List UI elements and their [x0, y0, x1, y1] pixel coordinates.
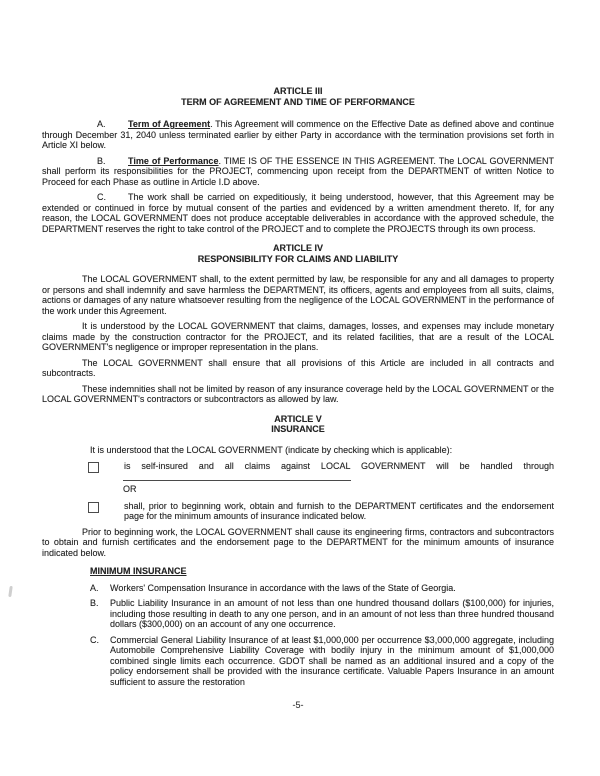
article-5-heading — [42, 414, 554, 435]
insurance-item-c-text: Commercial General Liability Insurance of at least $1,000,000 per occurrence $3,000,000 aggregate, including Automobile Comprehensive Liability Coverage with bodily injury in the minimum amount of $1,000,000 combined single limits each occurrence. GDOT shall be named as an additional insured and a copy of the policy endorsement shall be provided with the insurance certificate. Valuable Papers Insurance in an amount sufficient to assure the restoration — [110, 634, 554, 687]
para-responsibility-4: These indemnities shall not be limited by reason of any insurance coverage held by the LOCAL GOVERNMENT or the LOCAL GOVERNMENT's contractors or subcontractors as allowed by law. — [42, 383, 554, 404]
insurance-item-a-letter: A. — [90, 582, 99, 593]
para-term-of-agreement — [42, 119, 554, 151]
para-time-text: . TIME IS OF THE ESSENCE IN THIS AGREEMENT. The LOCAL GOVERNMENT shall perform its responsibilities for the PROJECT, commencing upon receipt from the DEPARTMENT of written Notice to Proceed for each Phase as outline in Article I.D above. — [42, 155, 554, 187]
para-work-expeditious — [42, 192, 554, 234]
insurance-item-b-letter: B. — [90, 598, 99, 608]
para-responsibility-2: It is understood by the LOCAL GOVERNMENT that claims, damages, losses, and expenses may include monetary claims made by the construction contractor for the PROJECT, and its related facilities, that are a result of the LOCAL GOVERNMENT's negligence or improper representation in the plans. — [42, 321, 554, 352]
para-letter-a: A. — [97, 119, 106, 129]
article-4-title: RESPONSIBILITY FOR CLAIMS AND LIABILITY — [197, 253, 399, 264]
insurance-intro: It is understood that the LOCAL GOVERNMENT (indicate by checking which is applicable): — [90, 444, 453, 455]
article-4-number: ARTICLE IV — [272, 243, 323, 253]
para-letter-c: C. — [97, 192, 106, 202]
article-5-number: ARTICLE V — [274, 413, 322, 424]
insurance-item-a-text: Workers' Compensation Insurance in accordance with the laws of the State of Georgia. — [110, 582, 456, 593]
minimum-insurance-heading: MINIMUM INSURANCE — [90, 566, 187, 576]
para-term-text: . This Agreement will commence on the Effective Date as defined above and continue through December 31, 2040 unless terminated earlier by either Party in accordance with the termination provisions set forth in Article XI below. — [42, 119, 554, 150]
term-of-agreement-label: Term of Agreement — [128, 119, 211, 129]
article-3-heading — [42, 86, 554, 107]
para-responsibility-3: The LOCAL GOVERNMENT shall ensure that all provisions of this Article are included in all contracts and subcontracts. — [42, 357, 554, 378]
furnish-certificates-checkbox[interactable] — [88, 502, 99, 513]
or-label: OR — [123, 484, 137, 494]
self-insured-checkbox[interactable] — [88, 462, 99, 473]
self-insured-option-row — [88, 461, 554, 473]
insurance-item-c-letter: C. — [90, 634, 99, 645]
para-letter-b: B. — [97, 155, 106, 166]
para-prior-to-work: Prior to beginning work, the LOCAL GOVERNMENT shall cause its engineering firms, contractors and subcontractors to obtain and furnish certificates and the endorsement page to the DEPARTMENT for the minimum amounts of insurance indicated below. — [42, 526, 554, 558]
self-insured-option-text: is self-insured and all claims against LOCAL GOVERNMENT will be handled through — [124, 461, 554, 471]
furnish-certificates-option-row — [88, 501, 554, 522]
article-3-title: TERM OF AGREEMENT AND TIME OF PERFORMANCE — [181, 96, 415, 107]
time-of-performance-label: Time of Performance — [128, 155, 219, 166]
insurance-item-a — [90, 583, 554, 594]
page-number: -5- — [292, 700, 304, 710]
insurance-item-b — [90, 598, 554, 630]
para-time-of-performance — [42, 156, 554, 188]
para-responsibility-1: The LOCAL GOVERNMENT shall, to the extent permitted by law, be responsible for any and all damages to property or persons and shall indemnify and save harmless the DEPARTMENT, its officers, agents and employees from all suits, claims, actions or damages of any nature whatsoever resulting from the negligence of the LOCAL GOVERNMENT in the performance of the work under this Agreement. — [42, 274, 554, 316]
furnish-certificates-option-text: shall, prior to beginning work, obtain and furnish to the DEPARTMENT certificates and the endorsement page for the minimum amounts of insurance indicated below. — [124, 500, 554, 521]
self-insured-fill-in-line[interactable] — [123, 480, 351, 481]
para-work-text: The work shall be carried on expeditiously, it being understood, however, that this Agreement may be extended or continued in force by mutual consent of the parties and evidenced by a written amendment thereto. If, for any reason, the LOCAL GOVERNMENT does not produce acceptable deliverables in accordance with the approved schedule, the DEPARTMENT reserves the right to take control of the PROJECT and to complete the PROJECTS through its own process. — [42, 192, 554, 234]
article-4-heading — [42, 243, 554, 264]
article-5-title: INSURANCE — [271, 424, 325, 434]
insurance-item-c — [90, 635, 554, 688]
article-3-number: ARTICLE III — [273, 86, 323, 96]
insurance-item-b-text: Public Liability Insurance in an amount of not less than one hundred thousand dollars ($100,000) for injuries, including those resulting in death to any one person, and in an amount of not less than three hundred thousand dollars ($300,000) on an account of any one occurrence. — [110, 598, 554, 629]
